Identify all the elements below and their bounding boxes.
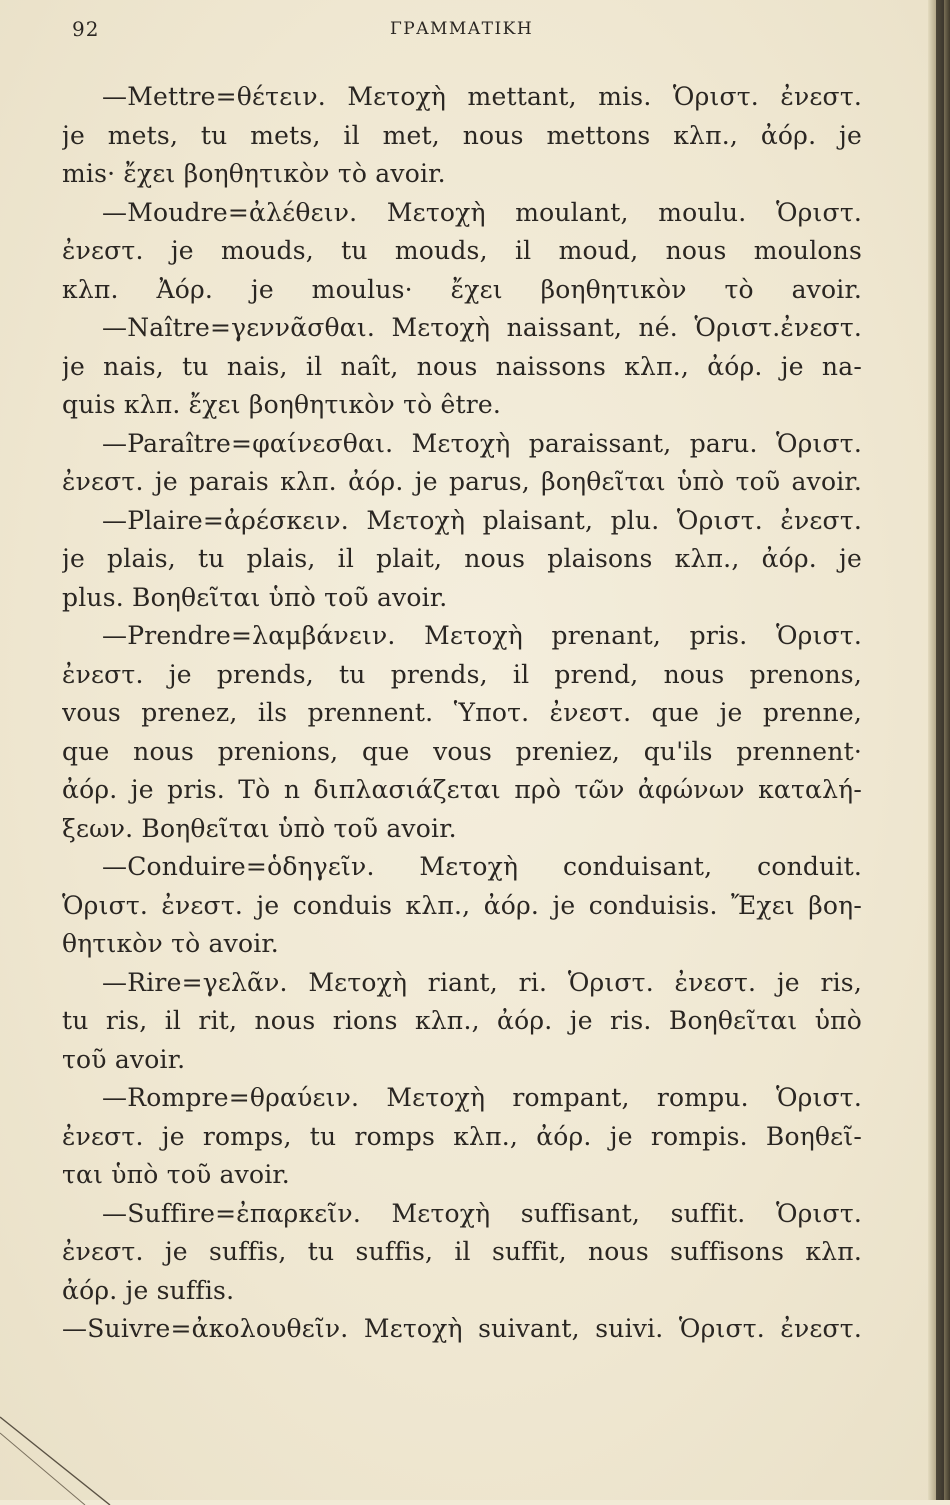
text-line: ἐνεστ. je mouds, tu mouds, il moud, nous moulons [62, 236, 862, 265]
text-line: plus. Βοηθεῖται ὑπὸ τοῦ avoir. [62, 582, 448, 612]
text-line: τοῦ avoir. [62, 1044, 186, 1074]
running-head: ΓΡΑΜΜΑΤΙΚΗ [390, 19, 534, 39]
text-line: ἀόρ. je suffis. [62, 1275, 235, 1305]
text-line: —Plaire=ἀρέσκειν. Μετοχὴ plaisant, plu. Ὁριστ. ἐνεστ. [102, 505, 862, 535]
text-line: ται ὑπὸ τοῦ avoir. [62, 1160, 290, 1189]
text-line: je nais, tu nais, il naît, nous naissons κλπ., ἀόρ. je na- [62, 351, 862, 381]
text-line: —Naître=γεννᾶσθαι. Μετοχὴ naissant, né. Ὁριστ.ἐνεστ. [102, 313, 862, 342]
text-line: ξεων. Βοηθεῖται ὑπὸ τοῦ avoir. [62, 813, 457, 843]
text-line: —Rompre=θραύειν. Μετοχὴ rompant, rompu. Ὁριστ. [102, 1083, 862, 1112]
text-line: quis κλπ. ἔχει βοηθητικὸν τὸ être. [62, 390, 502, 419]
text-line: —Rire=γελᾶν. Μετοχὴ riant, ri. Ὁριστ. ἐνεστ. je ris, [102, 967, 862, 997]
text-line: ἐνεστ. je parais κλπ. ἀόρ. je parus, βοηθεῖται ὑπὸ τοῦ avoir. [62, 467, 862, 496]
text-line: ἐνεστ. je prends, tu prends, il prend, nous prenons, [62, 659, 862, 689]
text-line: ἐνεστ. je suffis, tu suffis, il suffit, nous suffisons κλπ. [62, 1237, 862, 1266]
text-line: vous prenez, ils prennent. Ὑποτ. ἐνεστ. que je prenne, [62, 698, 862, 727]
text-line: ἀόρ. je pris. Τὸ n διπλασιάζεται πρὸ τῶν ἀφώνων καταλή- [62, 775, 862, 804]
text-line: —Conduire=ὁδηγεῖν. Μετοχὴ conduisant, conduit. [102, 852, 862, 881]
text-line: je plais, tu plais, il plait, nous plaisons κλπ., ἀόρ. je [62, 544, 862, 573]
corner-crease-decoration [0, 1415, 120, 1505]
page-number: 92 [72, 17, 100, 41]
text-line: que nous prenions, que vous preniez, qu'ils prennent· [62, 736, 862, 766]
text-line: —Paraître=φαίνεσθαι. Μετοχὴ paraissant, paru. Ὁριστ. [102, 428, 862, 458]
text-body [62, 78, 862, 1349]
page-binding-shadow [936, 0, 944, 1500]
text-line: κλπ. Ἀόρ. je moulus· ἔχει βοηθητικὸν τὸ avoir. [62, 274, 862, 304]
text-line: —Mettre=θέτειν. Μετοχὴ mettant, mis. Ὁριστ. ἐνεστ. [102, 82, 862, 111]
page-header [0, 17, 930, 47]
text-line: Ὁριστ. ἐνεστ. je conduis κλπ., ἀόρ. je conduisis. Ἔχει βοη- [62, 890, 862, 920]
text-line: mis· ἔχει βοηθητικὸν τὸ avoir. [62, 159, 446, 188]
text-line: —Prendre=λαμβάνειν. Μετοχὴ prenant, pris. Ὁριστ. [102, 621, 862, 650]
crease-line [0, 1433, 85, 1505]
text-line: —Moudre=ἀλέθειν. Μετοχὴ moulant, moulu. Ὁριστ. [102, 197, 862, 227]
text-line: —Suivre=ἀκολουθεῖν. Μετοχὴ suivant, suivi. Ὁριστ. ἐνεστ. [62, 1314, 862, 1343]
text-line: —Suffire=ἐπαρκεῖν. Μετοχὴ suffisant, suffit. Ὁριστ. [102, 1198, 862, 1228]
text-line: tu ris, il rit, nous rions κλπ., ἀόρ. je ris. Βοηθεῖται ὑπὸ [62, 1006, 862, 1035]
text-line: θητικὸν τὸ avoir. [62, 929, 279, 958]
text-line: je mets, tu mets, il met, nous mettons κλπ., ἀόρ. je [62, 120, 862, 150]
text-line: ἐνεστ. je romps, tu romps κλπ., ἀόρ. je rompis. Βοηθεῖ- [62, 1121, 862, 1151]
crease-line [0, 1417, 110, 1505]
